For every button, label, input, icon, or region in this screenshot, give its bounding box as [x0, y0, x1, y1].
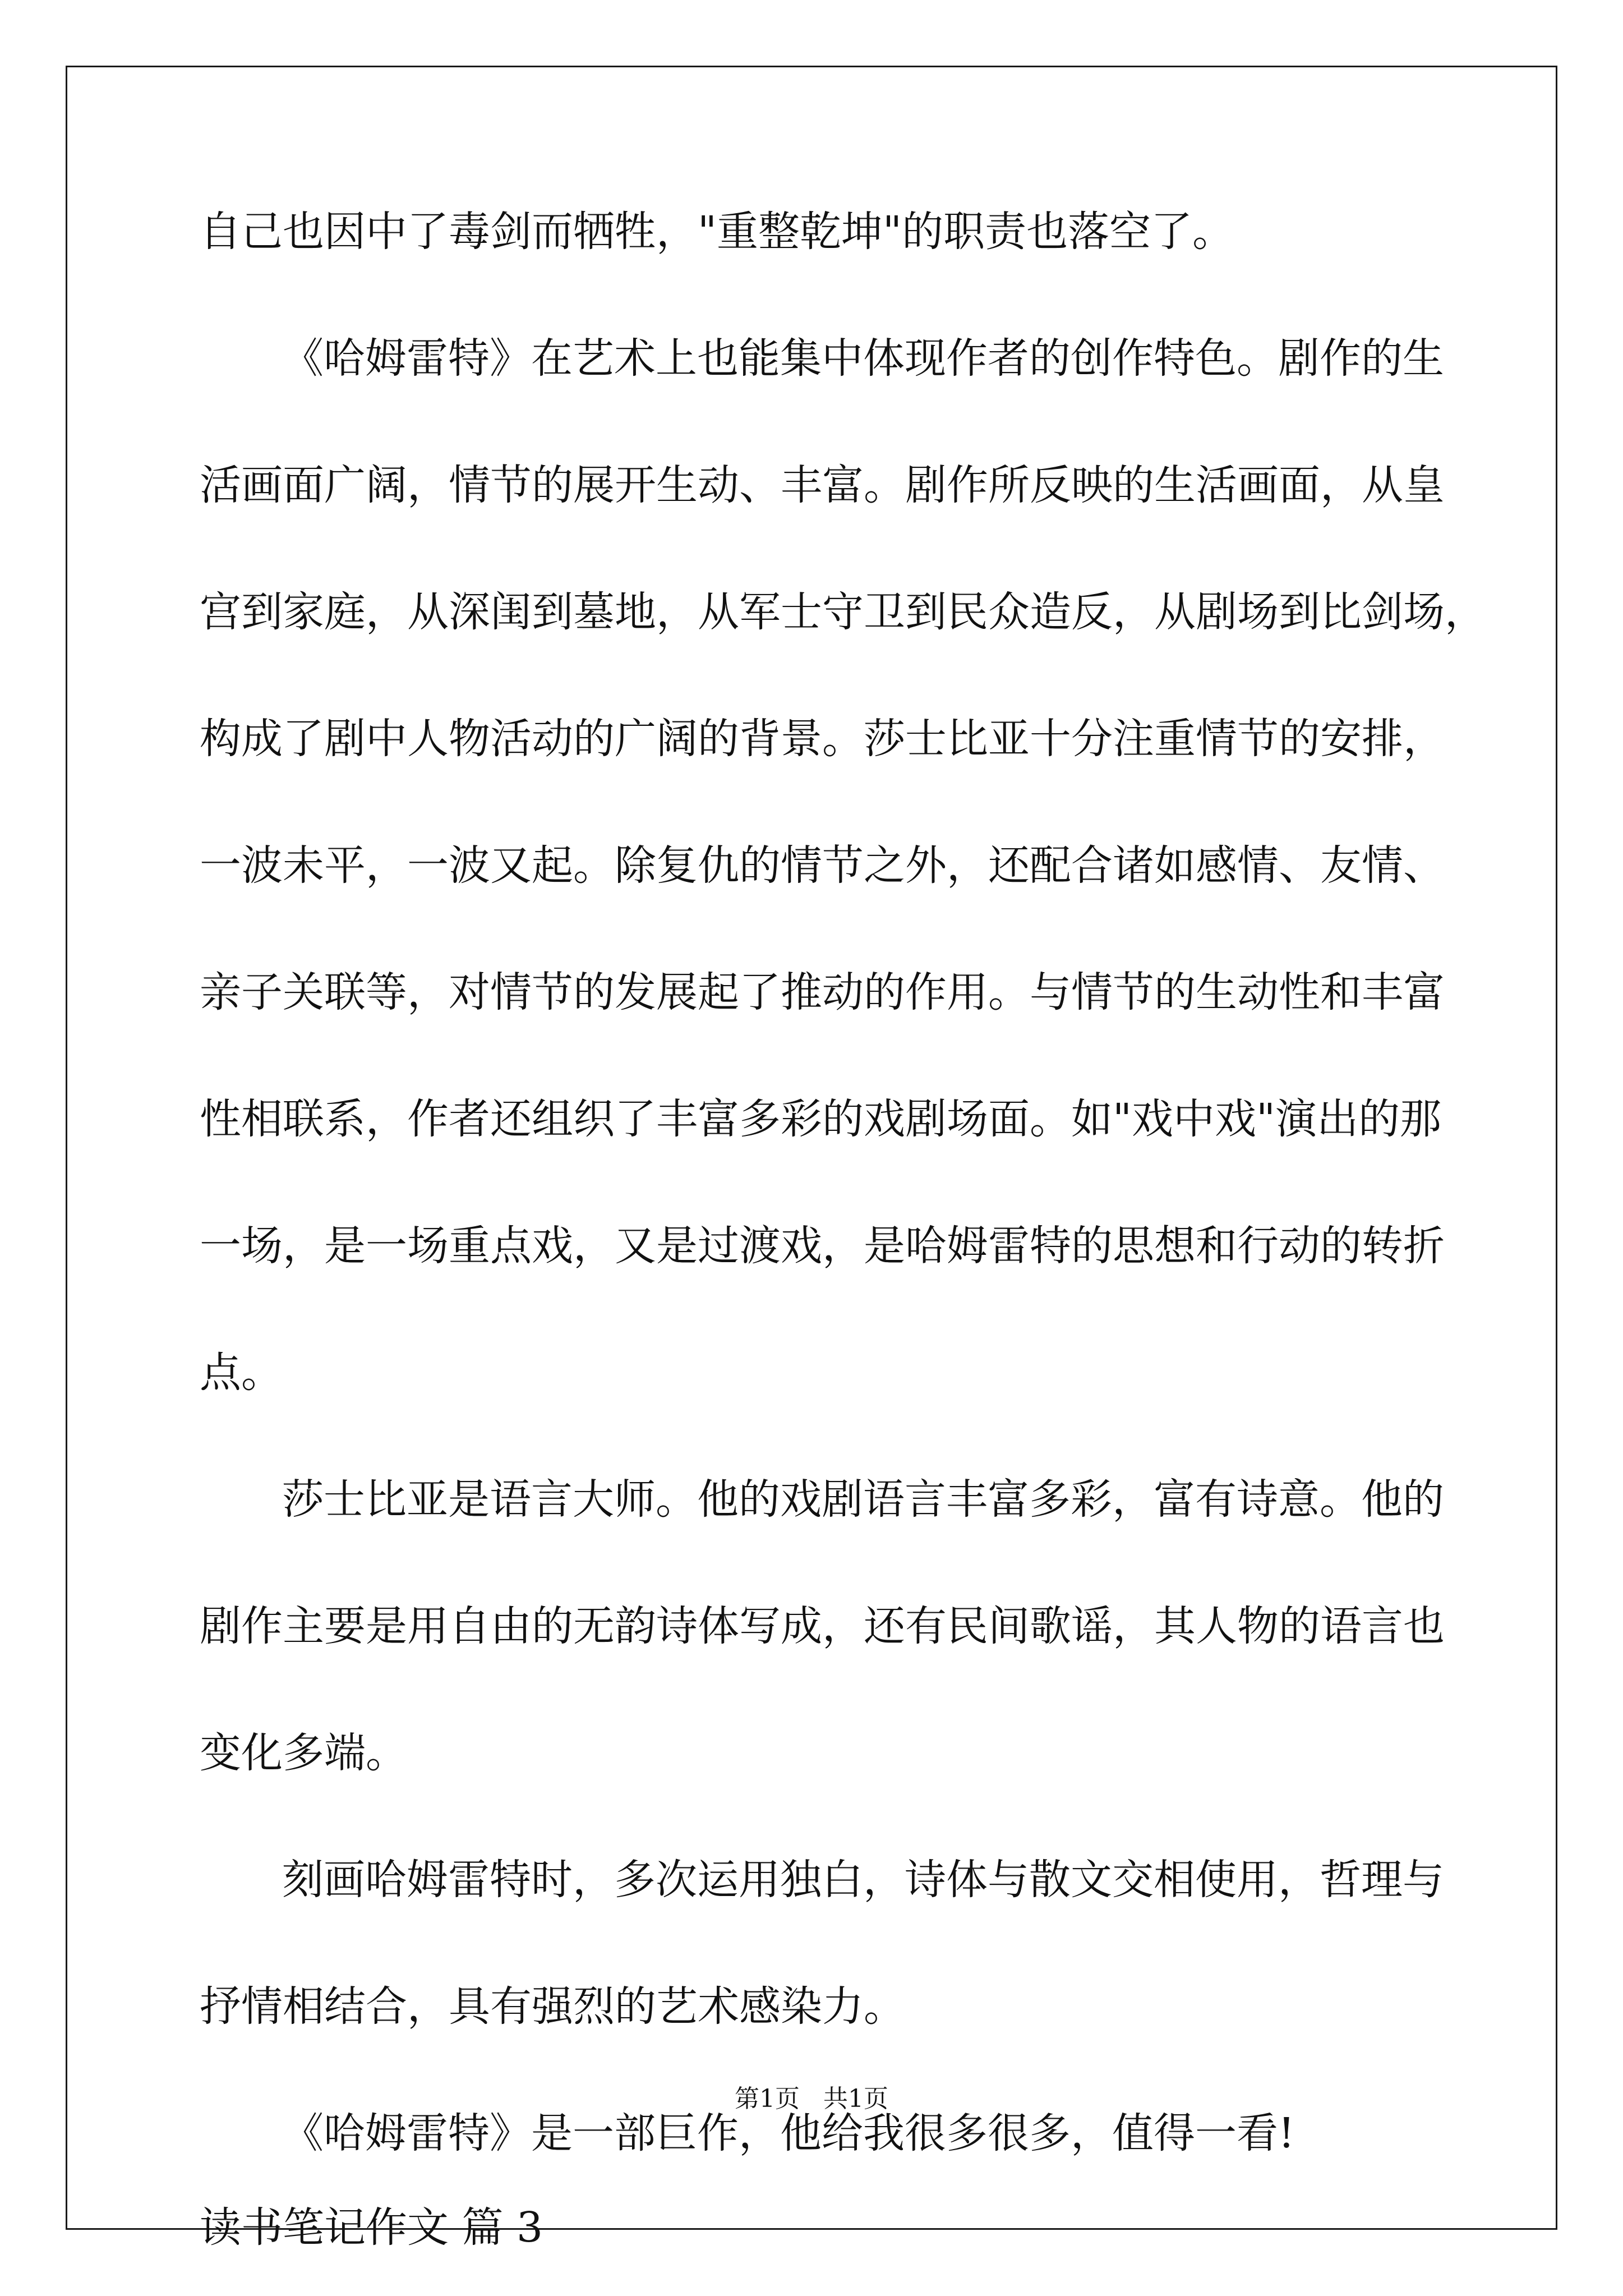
text-line: 亲子关联等，对情节的发展起了推动的作用。与情节的生动性和丰富	[200, 968, 1445, 1016]
text-line: 点。	[200, 1349, 283, 1397]
text-line: 一波未平，一波又起。除复仇的情节之外，还配合诸如感情、友情、	[200, 841, 1445, 890]
text-line: 活画面广阔，情节的展开生动、丰富。剧作所反映的生活画面，从皇	[200, 461, 1445, 509]
text-line: 自己也因中了毒剑而牺牲，"重整乾坤"的职责也落空了。	[200, 208, 1234, 256]
section-heading: 读书笔记作文 篇 3	[200, 2203, 543, 2252]
text-line: 《哈姆雷特》在艺术上也能集中体现作者的创作特色。剧作的生	[282, 334, 1444, 383]
text-line: 一场，是一场重点戏，又是过渡戏，是哈姆雷特的思想和行动的转折	[200, 1222, 1445, 1270]
page-number-footer: 第1页 共1页	[735, 2085, 888, 2113]
text-line: 宫到家庭，从深闺到墓地，从军士守卫到民众造反，从剧场到比剑场，	[200, 588, 1486, 636]
text-line: 莎士比亚是语言大师。他的戏剧语言丰富多彩，富有诗意。他的	[282, 1475, 1444, 1524]
text-line: 构成了剧中人物活动的广阔的背景。莎士比亚十分注重情节的安排，	[200, 715, 1445, 763]
text-line: 剧作主要是用自由的无韵诗体写成，还有民间歌谣，其人物的语言也	[200, 1602, 1445, 1650]
text-line: 《哈姆雷特》是一部巨作，他给我很多很多，值得一看!	[282, 2109, 1295, 2157]
text-line: 变化多端。	[200, 1729, 407, 1777]
text-line: 抒情相结合，具有强烈的艺术感染力。	[200, 1982, 905, 2031]
text-line: 性相联系，作者还组织了丰富多彩的戏剧场面。如"戏中戏"演出的那	[200, 1095, 1442, 1143]
text-line: 刻画哈姆雷特时，多次运用独白，诗体与散文交相使用，哲理与	[282, 1856, 1444, 1904]
